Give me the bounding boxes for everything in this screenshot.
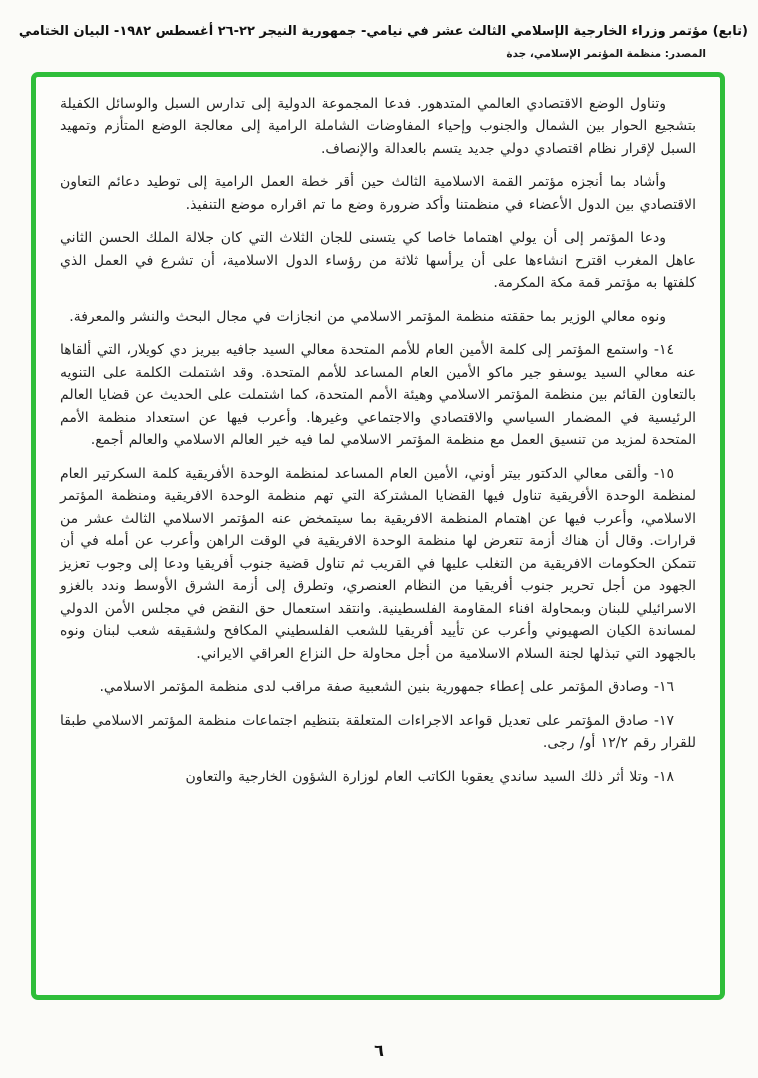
paragraph-item-15: ١٥- وألقى معالي الدكتور بيتر أوني، الأمين العام المساعد لمنظمة الوحدة الأفريقية كلمة السكرتير العام لمنظمة الوحدة الأفريقية تناول فيها القضايا المشتركة التي تهم منظمة الوحدة الافريقية ومنظمة المؤتمر الاسلامي، وأعرب فيها عن اهتمام المنظمة الافريقية بما سيتمخض عنه المؤتمر الاسلامي الثالث عشر من قرارات. وقال أن هناك أزمة تتعرض لها منظمة الوحدة الافريقية في الوقت الراهن وأعرب عن أمله في أن تتمكن الحكومات الافريقية من التغلب عليها في القريب ثم تناول قضية جنوب أفريقيا ودعا إلى وجوب تعزيز الجهود من أجل تحرير جنوب أفريقيا من النظام العنصري، وتطرق إلى أزمة الشرق الأوسط وندد بالغزو الاسرائيلي للبنان وبمحاولة افناء المقاومة الفلسطينية. وانتقد استعمال حق النقض في مجلس الأمن الدولي لمساندة الكيان الصهيوني وأعرب عن تأييد أفريقيا للشعب الفلسطيني المكافح ولشقيقه شعب لبنان ونوه بالجهود التي تبذلها لجنة السلام الاسلامية من أجل محاولة حل النزاع العراقي الايراني. (60, 465, 696, 662)
paragraph-summit-plan: وأشاد بما أنجزه مؤتمر القمة الاسلامية الثالث حين أقر خطة العمل الرامية إلى توطيد دعائم التعاون الاقتصادي بين الدول الأعضاء في منظمتنا وأكد ضرورة وضع ما تم اقراره موضع التنفيذ. (60, 174, 696, 213)
paragraph-item-17: ١٧- صادق المؤتمر على تعديل قواعد الاجراءات المتعلقة بتنظيم اجتماعات منظمة المؤتمر الاسلامي طبقا للقرار رقم ١٢/٢ أو/ رجى. (60, 712, 696, 751)
paragraph-economy: وتناول الوضع الاقتصادي العالمي المتدهور. فدعا المجموعة الدولية إلى تدارس السبل والوسائل الكفيلة بتشجيع الحوار بين الشمال والجنوب وإحياء المفاوضات الشاملة الرامية إلى معالجة الوضع المتأزم وتمهيد السبل لإقرار نظام اقتصادي دولي جديد يتسم بالعدالة والإنصاف. (60, 95, 696, 157)
document-title: (تابع) مؤتمر وزراء الخارجية الإسلامي الثالث عشر في نيامي- جمهورية النيجر ٢٢-٢٦ أغسطس ١٩٨٢- البيان الختامي (18, 24, 748, 39)
green-content-frame (31, 72, 725, 1000)
document-source-line: المصدر: منظمة المؤتمر الإسلامي، جدة (506, 47, 706, 60)
paragraph-achievements: ونوه معالي الوزير بما حققته منظمة المؤتمر الاسلامي من انجازات في مجال البحث والنشر والمعرفة. (69, 308, 666, 325)
paragraph-committees: ودعا المؤتمر إلى أن يولي اهتماما خاصا كي يتسنى للجان الثلاث التي كان جلالة الملك الحسن الثاني عاهل المغرب اقترح انشاءها على أن يرأسها ثلاثة من رؤساء الدول الاسلامية، أن تشرع في العمل الذي كلفتها به مؤتمر قمة مكة المكرمة. (60, 230, 696, 291)
paragraph-item-14: ١٤- واستمع المؤتمر إلى كلمة الأمين العام للأمم المتحدة معالي السيد جافيه بيريز دي كويلار، التي ألقاها عنه معالي السيد يوسفو جير ماكو الأمين العام المساعد للأمم المتحدة. وقد اشتملت الكلمة على التنويه بالتعاون القائم بين منظمة المؤتمر الاسلامي وهيئة الأمم المتحدة، كما اشتملت على الحديث عن قضايا العالم الرئيسية في المضمار السياسي والاقتصادي والاجتماعي وغيرها. وأعرب فيها عن استعداد منظمة الأمم المتحدة لمزيد من تنسيق العمل مع منظمة المؤتمر الاسلامي لما فيه خير العالم الاسلامي والعالم أجمع. (60, 342, 696, 448)
page-number: ٦ (374, 1041, 384, 1060)
paragraph-item-18: ١٨- وتلا أثر ذلك السيد ساندي يعقوبا الكاتب العام لوزارة الشؤون الخارجية والتعاون (185, 768, 674, 785)
paragraph-item-16: ١٦- وصادق المؤتمر على إعطاء جمهورية بنين الشعبية صفة مراقب لدى منظمة المؤتمر الاسلامي. (99, 679, 674, 695)
